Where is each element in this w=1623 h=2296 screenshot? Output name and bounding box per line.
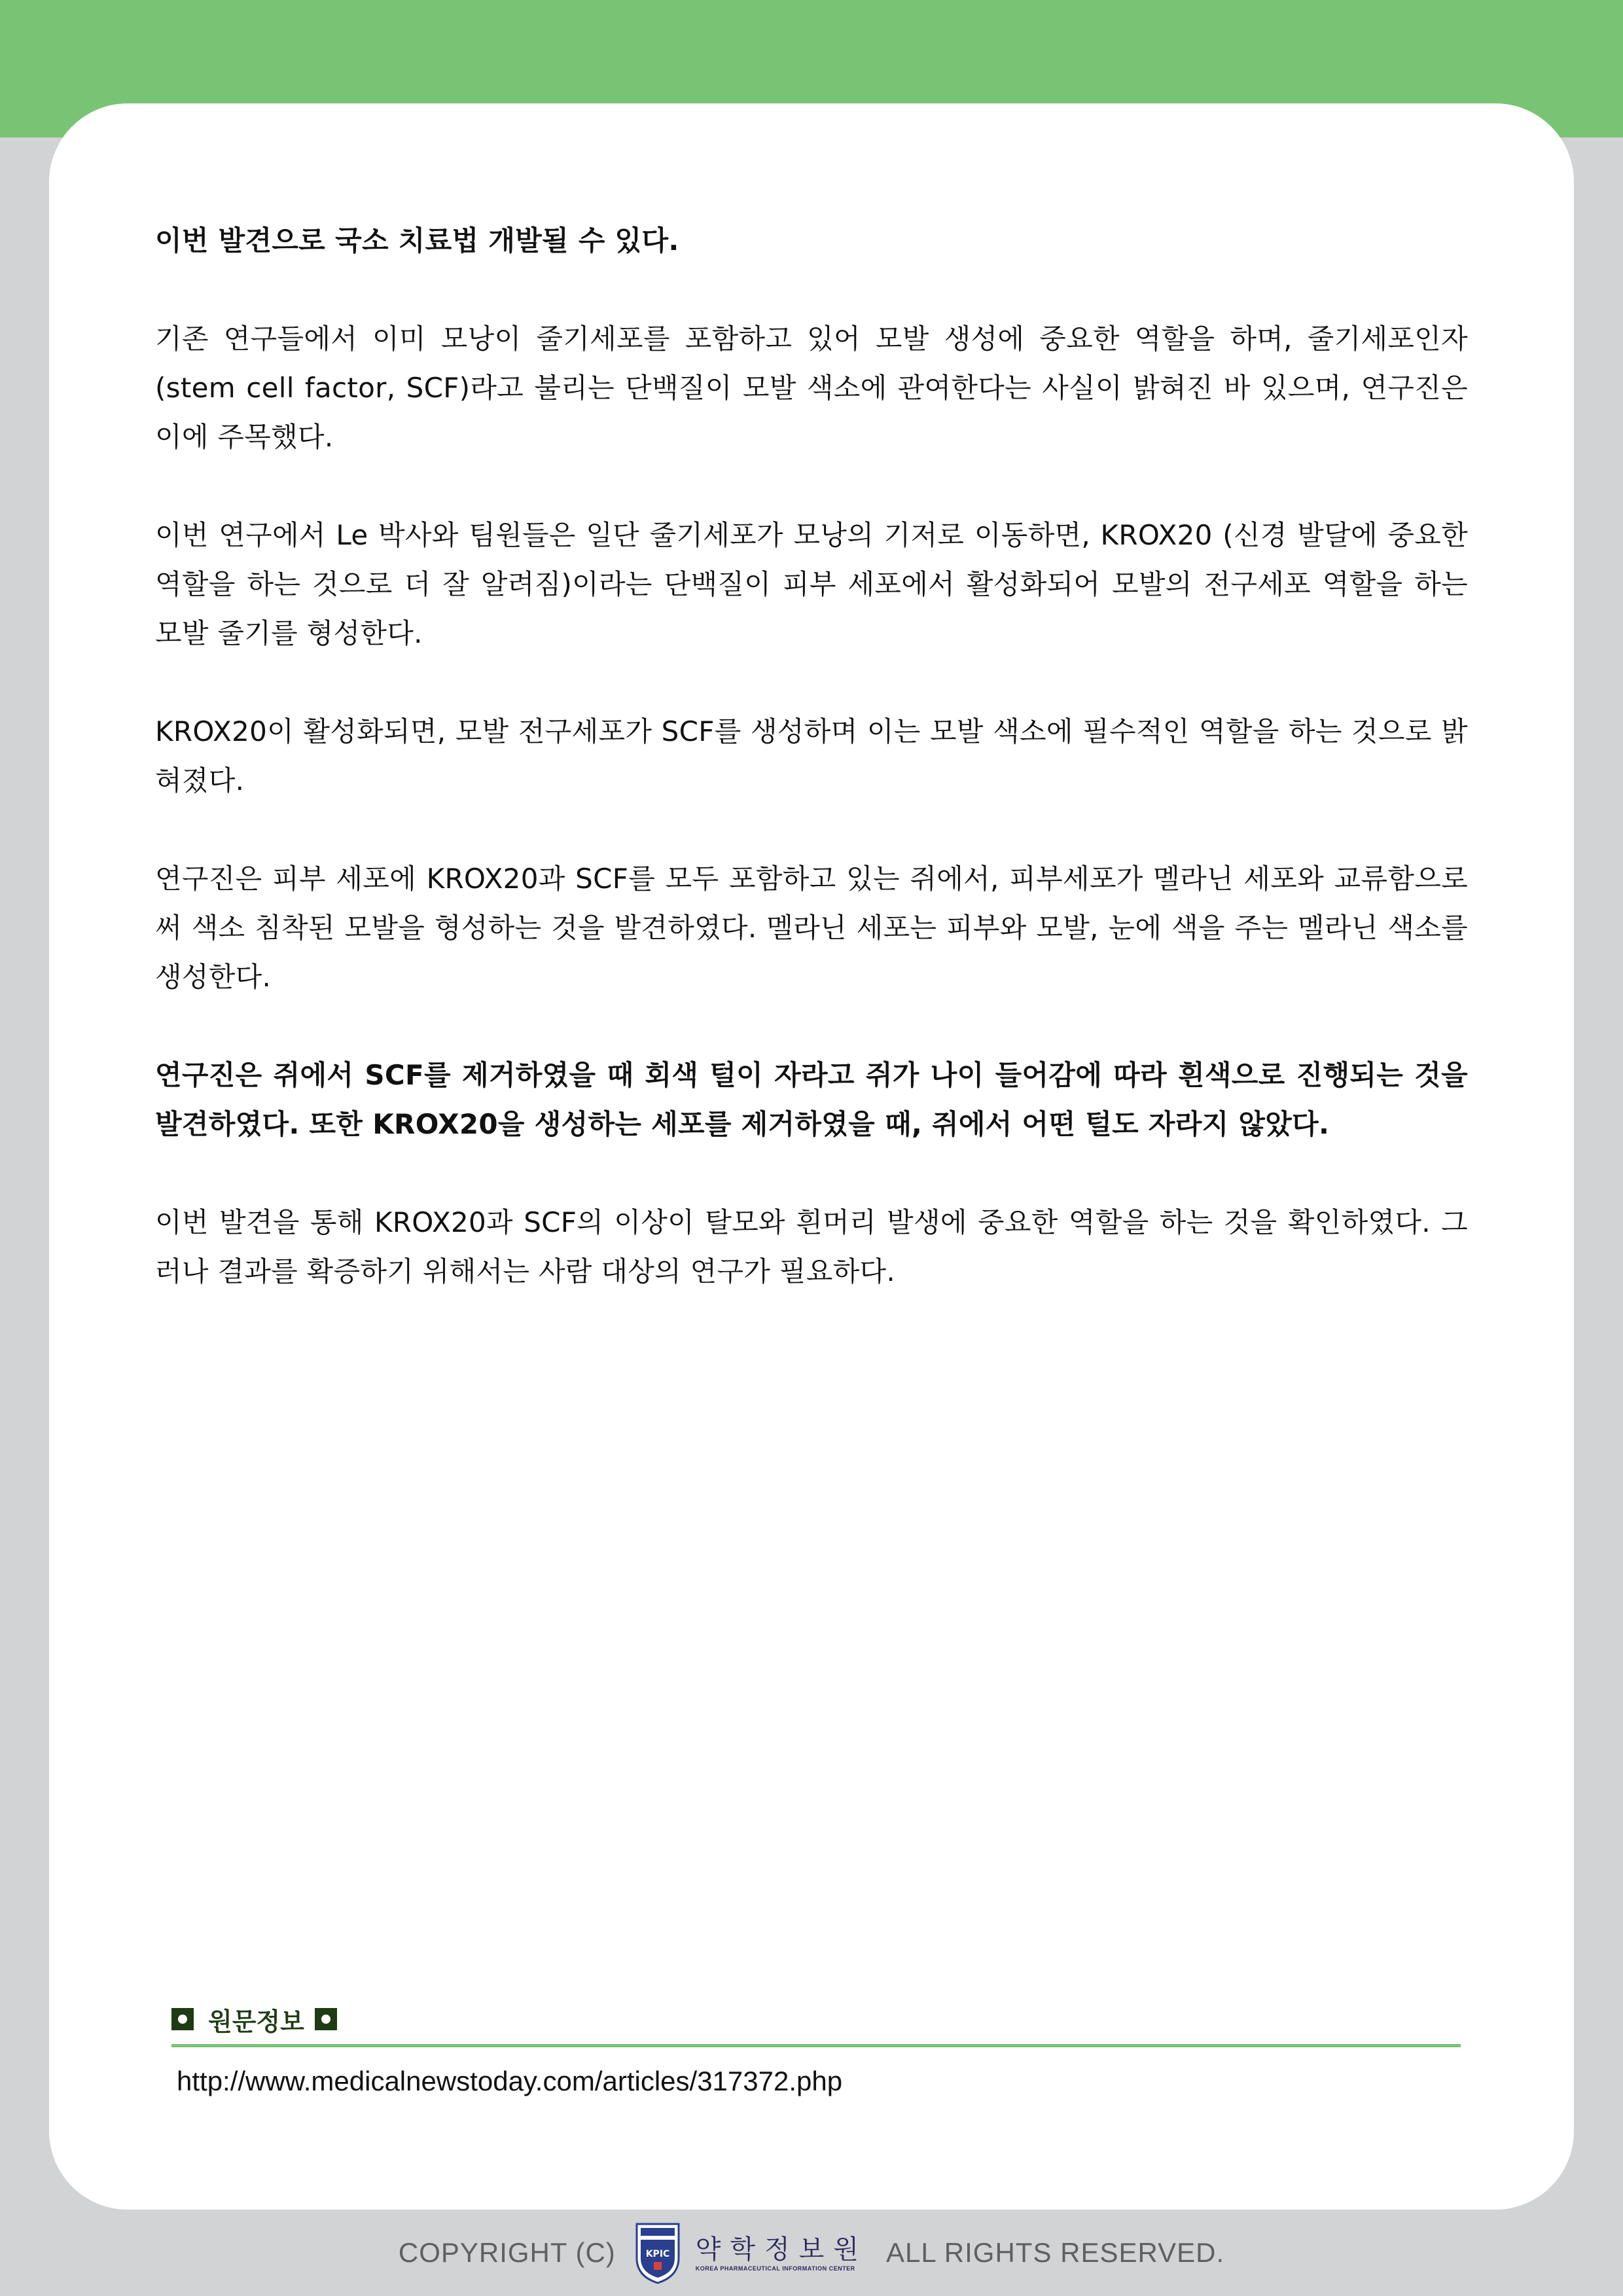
source-heading: [171, 2000, 1461, 2039]
article-body: [155, 216, 1468, 1345]
org-name-ko: 약학정보원: [695, 2234, 868, 2265]
org-block: [696, 2234, 868, 2272]
logo-text: KPIC: [645, 2249, 670, 2259]
paragraph-2: 이번 연구에서 Le 박사와 팀원들은 일단 줄기세포가 모낭의 기저로 이동하면, KROX20 (신경 발달에 중요한 역할을 하는 것으로 더 잘 알려짐)이라는 단백질이 피부 세포에서 활성화되어 모발의 전구세포 역할을 하는 모발 줄기를 형성한다.: [155, 519, 1469, 649]
source-label: 원문정보: [208, 2007, 304, 2036]
source-info: [171, 2000, 1461, 2097]
paragraph-3: KROX20이 활성화되면, 모발 전구세포가 SCF를 생성하며 이는 모발 색소에 필수적인 역할을 하는 것으로 밝혀졌다.: [155, 715, 1468, 797]
paragraph-4: 연구진은 피부 세포에 KROX20과 SCF를 모두 포함하고 있는 쥐에서, 피부세포가 멜라닌 세포와 교류함으로써 색소 침착된 모발을 형성하는 것을 발견하였다. 멜라닌 세포는 피부와 모발, 눈에 색을 주는 멜라닌 색소를 생성한다.: [155, 863, 1468, 993]
paragraph-1: 기존 연구들에서 이미 모낭이 줄기세포를 포함하고 있어 모발 생성에 중요한 역할을 하며, 줄기세포인자(stem cell factor, SCF)라고 불리는 단백질이 모발 색소에 관여한다는 사실이 밝혀진 바 있으며, 연구진은 이에 주목했다.: [155, 323, 1468, 453]
paragraph-6: 이번 발견을 통해 KROX20과 SCF의 이상이 탈모와 흰머리 발생에 중요한 역할을 하는 것을 확인하였다. 그러나 결과를 확증하기 위해서는 사람 대상의 연구가 필요하다.: [155, 1206, 1468, 1287]
paragraph-0: 이번 발견으로 국소 치료법 개발될 수 있다.: [155, 224, 679, 257]
paragraph-5: 연구진은 쥐에서 SCF를 제거하였을 때 회색 털이 자라고 쥐가 나이 들어감에 따라 흰색으로 진행되는 것을 발견하였다. 또한 KROX20을 생성하는 세포를 제거하였을 때, 쥐에서 어떤 털도 자라지 않았다.: [155, 1059, 1468, 1140]
source-url-link[interactable]: http://www.medicalnewstoday.com/articles/317372.php: [177, 2066, 843, 2096]
kpic-logo-icon: [632, 2220, 684, 2286]
footer: [0, 2210, 1623, 2296]
org-name-en: KOREA PHARMACEUTICAL INFORMATION CENTER: [695, 2265, 855, 2272]
source-divider: [171, 2044, 1461, 2047]
bullet-icon: [171, 2008, 194, 2030]
rights-text: ALL RIGHTS RESERVED.: [885, 2237, 1225, 2268]
bullet-icon: [315, 2008, 337, 2030]
copyright-text: COPYRIGHT (C): [398, 2237, 616, 2268]
